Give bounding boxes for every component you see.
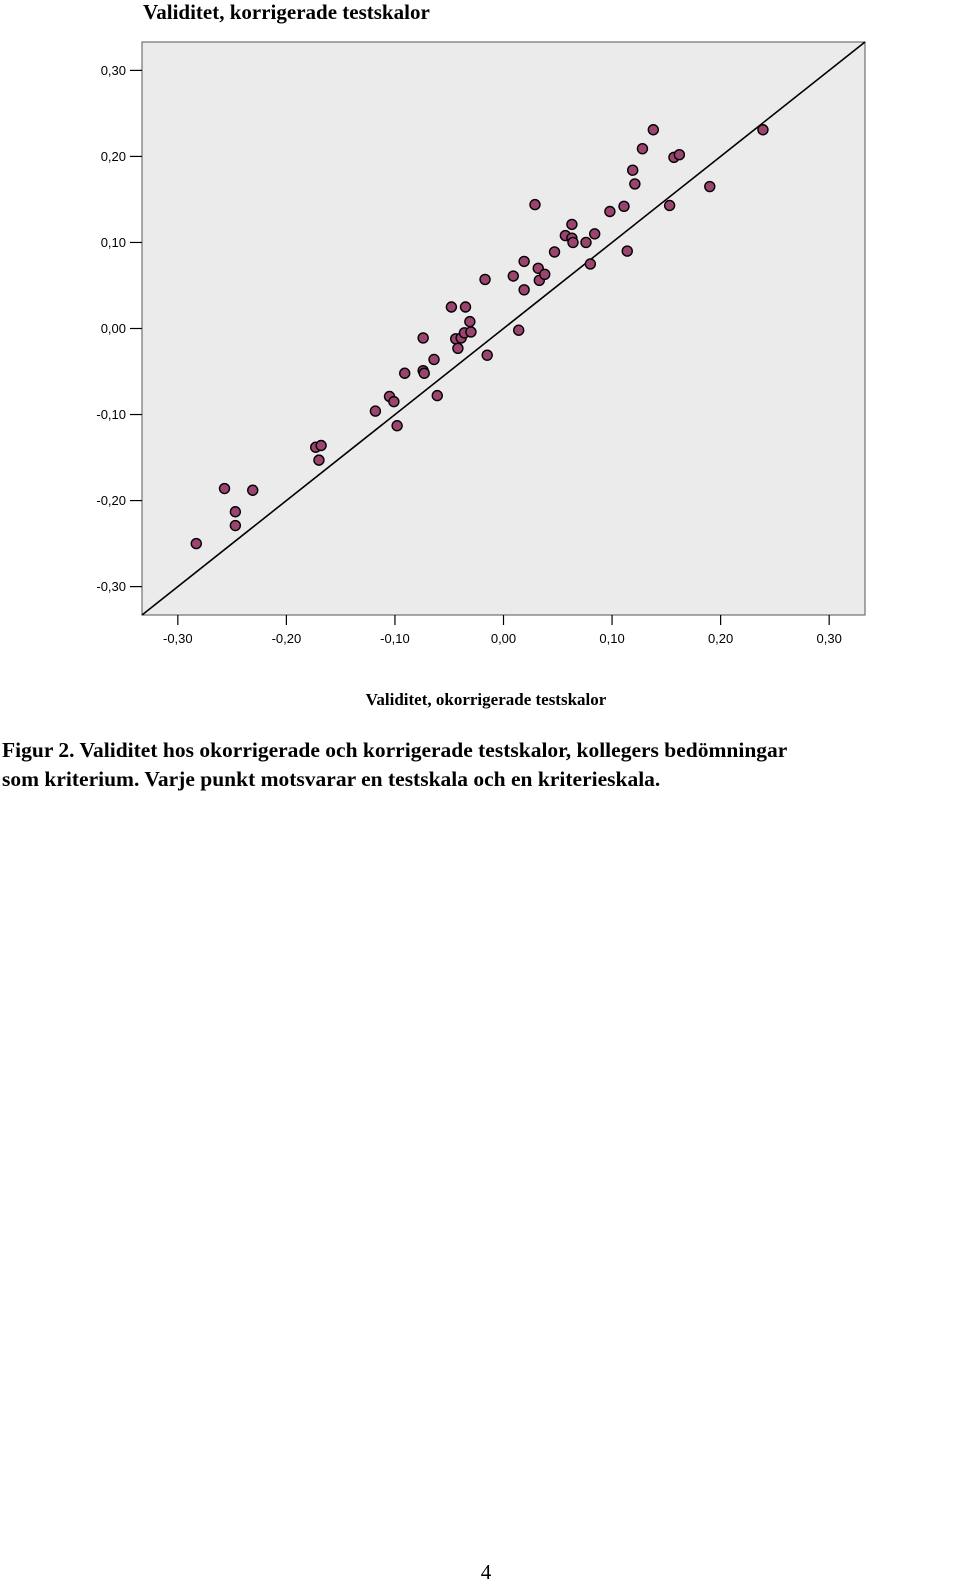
data-point	[550, 247, 560, 257]
x-tick-label: -0,30	[163, 631, 193, 646]
data-point	[370, 406, 380, 416]
data-point	[466, 327, 476, 337]
y-tick-label: -0,10	[96, 407, 126, 423]
data-point	[540, 269, 550, 279]
data-point	[585, 259, 595, 269]
data-point	[191, 539, 201, 549]
data-point	[619, 201, 629, 211]
data-point	[630, 179, 640, 189]
data-point	[665, 200, 675, 210]
data-point	[419, 368, 429, 378]
y-axis-title: Validitet, korrigerade testskalor	[143, 0, 430, 24]
data-point	[622, 246, 632, 256]
data-point	[453, 343, 463, 353]
data-point	[248, 485, 258, 495]
data-point	[480, 274, 490, 284]
x-tick-label: -0,10	[380, 631, 410, 646]
data-point	[220, 484, 230, 494]
x-tick-label: 0,00	[490, 631, 517, 646]
page-number: 4	[480, 1560, 492, 1584]
y-tick-label: -0,30	[96, 579, 126, 595]
data-point	[508, 271, 518, 281]
data-point	[567, 219, 577, 229]
data-point	[461, 302, 471, 312]
data-point	[389, 397, 399, 407]
data-point	[568, 237, 578, 247]
data-point	[418, 333, 428, 343]
x-tick-label: 0,30	[816, 631, 842, 646]
x-axis-title: Validitet, okorrigerade testskalor	[365, 690, 607, 709]
data-point	[758, 125, 768, 135]
data-point	[429, 354, 439, 364]
scatter-chart	[0, 0, 960, 680]
data-point	[674, 150, 684, 160]
data-point	[446, 302, 456, 312]
x-tick-label: -0,20	[271, 631, 302, 646]
figure-caption	[2, 736, 958, 794]
x-tick-label: 0,10	[599, 631, 625, 646]
caption-line-1: Figur 2. Validitet hos okorrigerade och korrigerade testskalor, kollegers bedömningar	[2, 738, 788, 762]
data-point	[628, 165, 638, 175]
data-point	[230, 507, 240, 517]
data-point	[705, 182, 715, 192]
data-point	[637, 144, 647, 154]
data-point	[432, 391, 442, 401]
data-point	[519, 285, 529, 295]
data-point	[519, 256, 529, 266]
y-tick-label: 0,00	[100, 321, 126, 336]
caption-line-2: som kriterium. Varje punkt motsvarar en testskala och en kriterieskala.	[2, 767, 661, 791]
y-tick-label: 0,10	[100, 234, 126, 250]
data-point	[605, 206, 615, 216]
y-tick-label: 0,20	[100, 148, 126, 164]
data-point	[581, 237, 591, 247]
data-point	[590, 229, 600, 239]
data-point	[530, 200, 540, 210]
data-point	[392, 421, 402, 431]
y-tick-label: 0,30	[100, 62, 126, 78]
data-point	[230, 521, 240, 531]
data-point	[314, 455, 324, 465]
data-point	[400, 368, 410, 378]
data-point	[482, 350, 492, 360]
y-tick-label: -0,20	[96, 493, 126, 509]
x-tick-label: 0,20	[707, 631, 734, 646]
data-point	[465, 317, 475, 327]
data-point	[514, 325, 524, 335]
data-point	[648, 125, 658, 135]
data-point	[316, 441, 326, 451]
